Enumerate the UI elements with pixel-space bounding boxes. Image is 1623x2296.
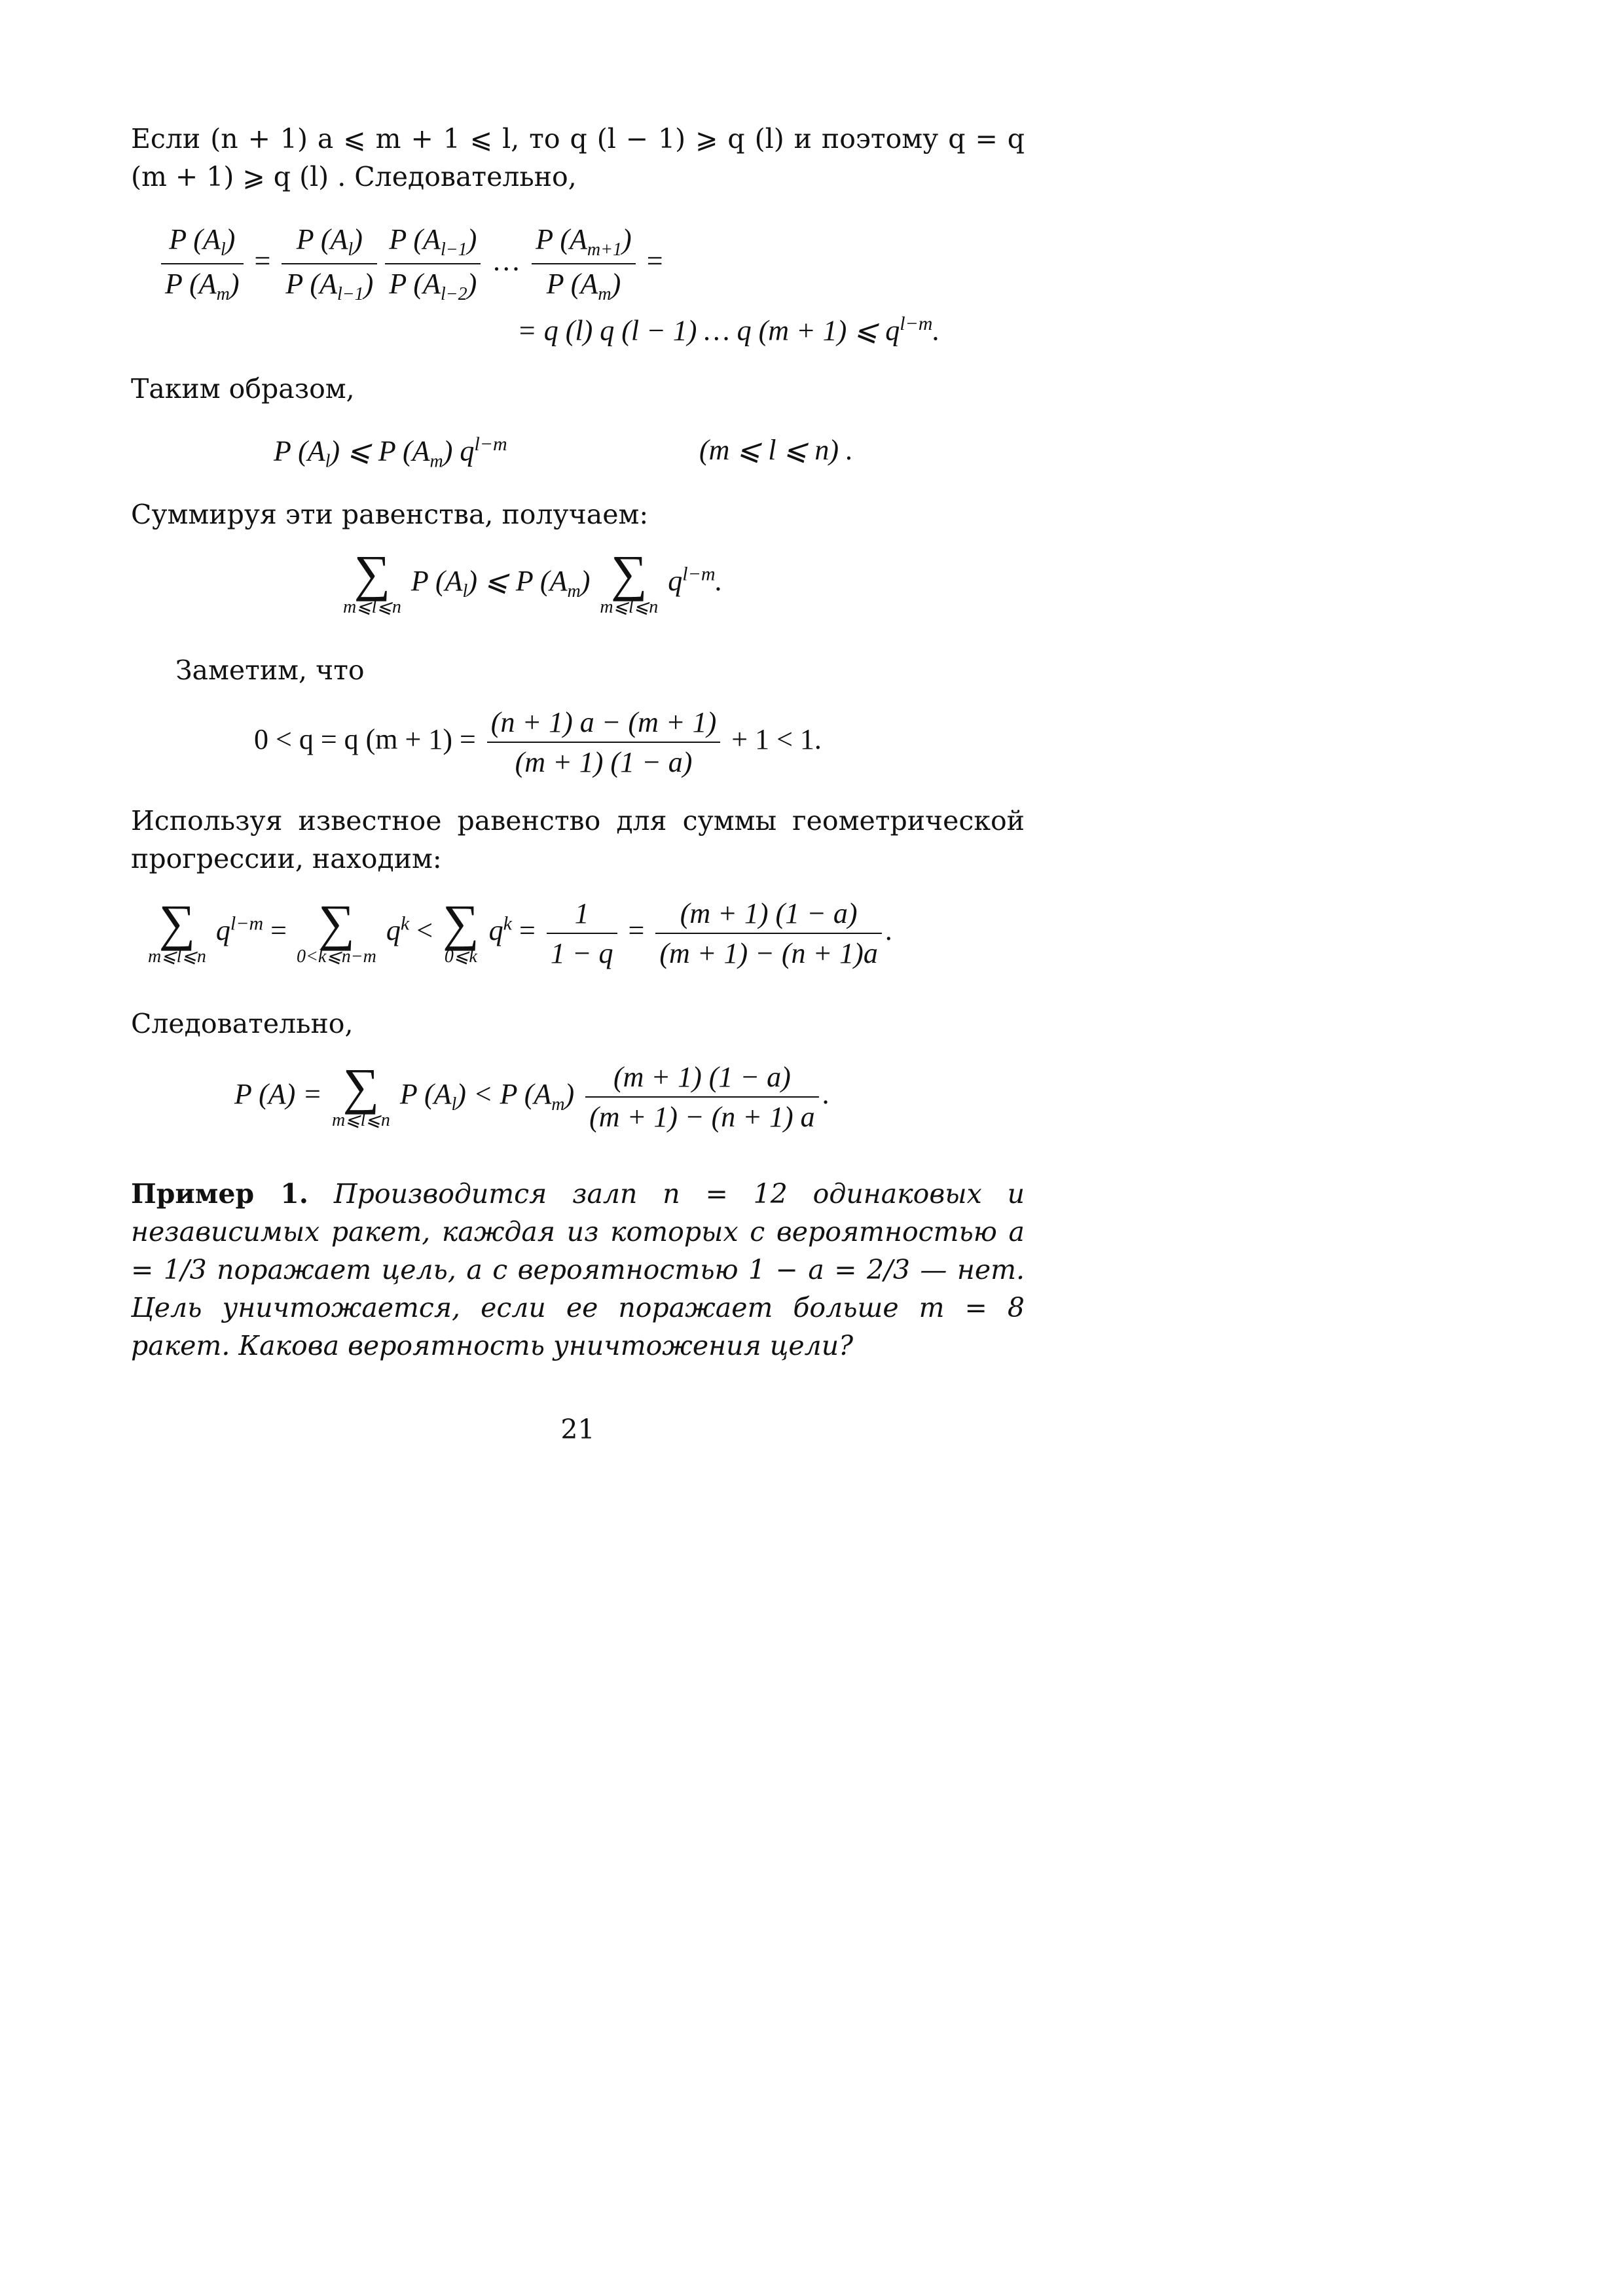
example-label: Пример 1. [131, 1178, 309, 1210]
sum-symbol: ∑ 0<k⩽n−m [297, 894, 376, 967]
equation-sum-inequality: ∑ m⩽l⩽n P $(A_l)$ ⩽ P $(A_m)$ ∑ m⩽l⩽n $q^{l-m}$. [343, 545, 723, 617]
equation-inequality: P $(A_l)$ ⩽ P $(A_m)$ $q^{l-m}$ [274, 433, 507, 472]
sum-symbol: ∑ 0⩽k [443, 894, 479, 967]
equation-condition: (m ⩽ l ⩽ n) . [699, 434, 854, 466]
paragraph-6: Следовательно, [131, 1008, 354, 1039]
sum-symbol: ∑ m⩽l⩽n [148, 894, 206, 967]
fraction-lhs: $\frac{P (A_l)}{P (A_m)}$ [161, 223, 244, 305]
paragraph-5: Используя известное равенство для суммы геометрической прогрессии, находим: [131, 805, 1025, 874]
example-block [131, 1175, 1025, 1365]
paragraph-3: Суммируя эти равенства, получаем: [131, 499, 649, 530]
paragraph-2: Таким образом, [131, 373, 355, 404]
equation-ratio-chain: $\frac{P (A_l)}{P (A_m)}$ = $\frac{P (A_l)}{P (A_{l-1})}$ $\frac{P (A_{l-1})}{P (A_{l-2})}$ … $\frac{P (A_{m+1})}{P (A_m)}$ = [157, 223, 663, 305]
equation-q-bound: 0 < q = q (m + 1) = $\frac{(n + 1) a - (m + 1)}{(m + 1) (1 - a)}$ + 1 < 1. [254, 706, 822, 778]
sum-symbol: ∑ m⩽l⩽n [600, 545, 659, 617]
sum-symbol: ∑ m⩽l⩽n [343, 545, 401, 617]
fraction-2: $\frac{P (A_{l-1})}{P (A_{l-2})}$ [385, 223, 481, 305]
equation-probability: P (A) = ∑ m⩽l⩽n P $(A_l) < P$ $(A_m)$ $\frac{(m + 1) (1 - a)}{(m + 1) - (n + 1) a}$ . [234, 1058, 830, 1133]
sum-symbol: ∑ m⩽l⩽n [331, 1058, 390, 1130]
page-number: 21 [560, 1414, 595, 1445]
fraction-1: $\frac{P (A_l)}{P (A_{l-1})}$ [282, 223, 377, 305]
example-text: Производится залп n = 12 одинаковых и независимых ракет, каждая из которых с вероятностью a = 1/3 поражает цель, а с вероятностью 1 − a = 2/3 — нет. Цель уничтожается, если ее поражает больше m = 8 ракет. Какова вероятность уничтожения цели? [131, 1178, 1025, 1361]
paragraph-1: Если (n + 1) a ⩽ m + 1 ⩽ l, то q (l − 1) ⩾ q (l) и поэтому q = q (m + 1) ⩾ q (l) . Следовательно, [131, 123, 1025, 192]
paragraph-4: Заметим, что [175, 655, 365, 686]
fraction-3: $\frac{P (A_{m+1})}{P (A_m)}$ [532, 223, 635, 305]
equation-product-line: = q (l) q (l − 1) … q (m + 1) ⩽ $q^{l-m}$. [517, 313, 940, 347]
fraction-geometric: $\frac{1}{1 - q}$ [547, 897, 617, 970]
fraction-final: $\frac{(m + 1) (1 - a)}{(m + 1) - (n + 1) a}$ [585, 1060, 818, 1134]
fraction-result: $\frac{(m + 1) (1 - a)}{(m + 1) - (n + 1)a}$ [655, 897, 881, 970]
equation-geometric-sum: ∑ m⩽l⩽n $q^{l-m}$ = ∑ 0<k⩽n−m $q^k$ < ∑ 0⩽k $q^k$ = $\frac{1}{1 - q}$ = $\frac{(m + 1) (1 - a)}{(m + 1) - (n + 1)a}$ . [148, 894, 893, 969]
fraction-q: $\frac{(n + 1) a - (m + 1)}{(m + 1) (1 - a)}$ [487, 706, 720, 779]
